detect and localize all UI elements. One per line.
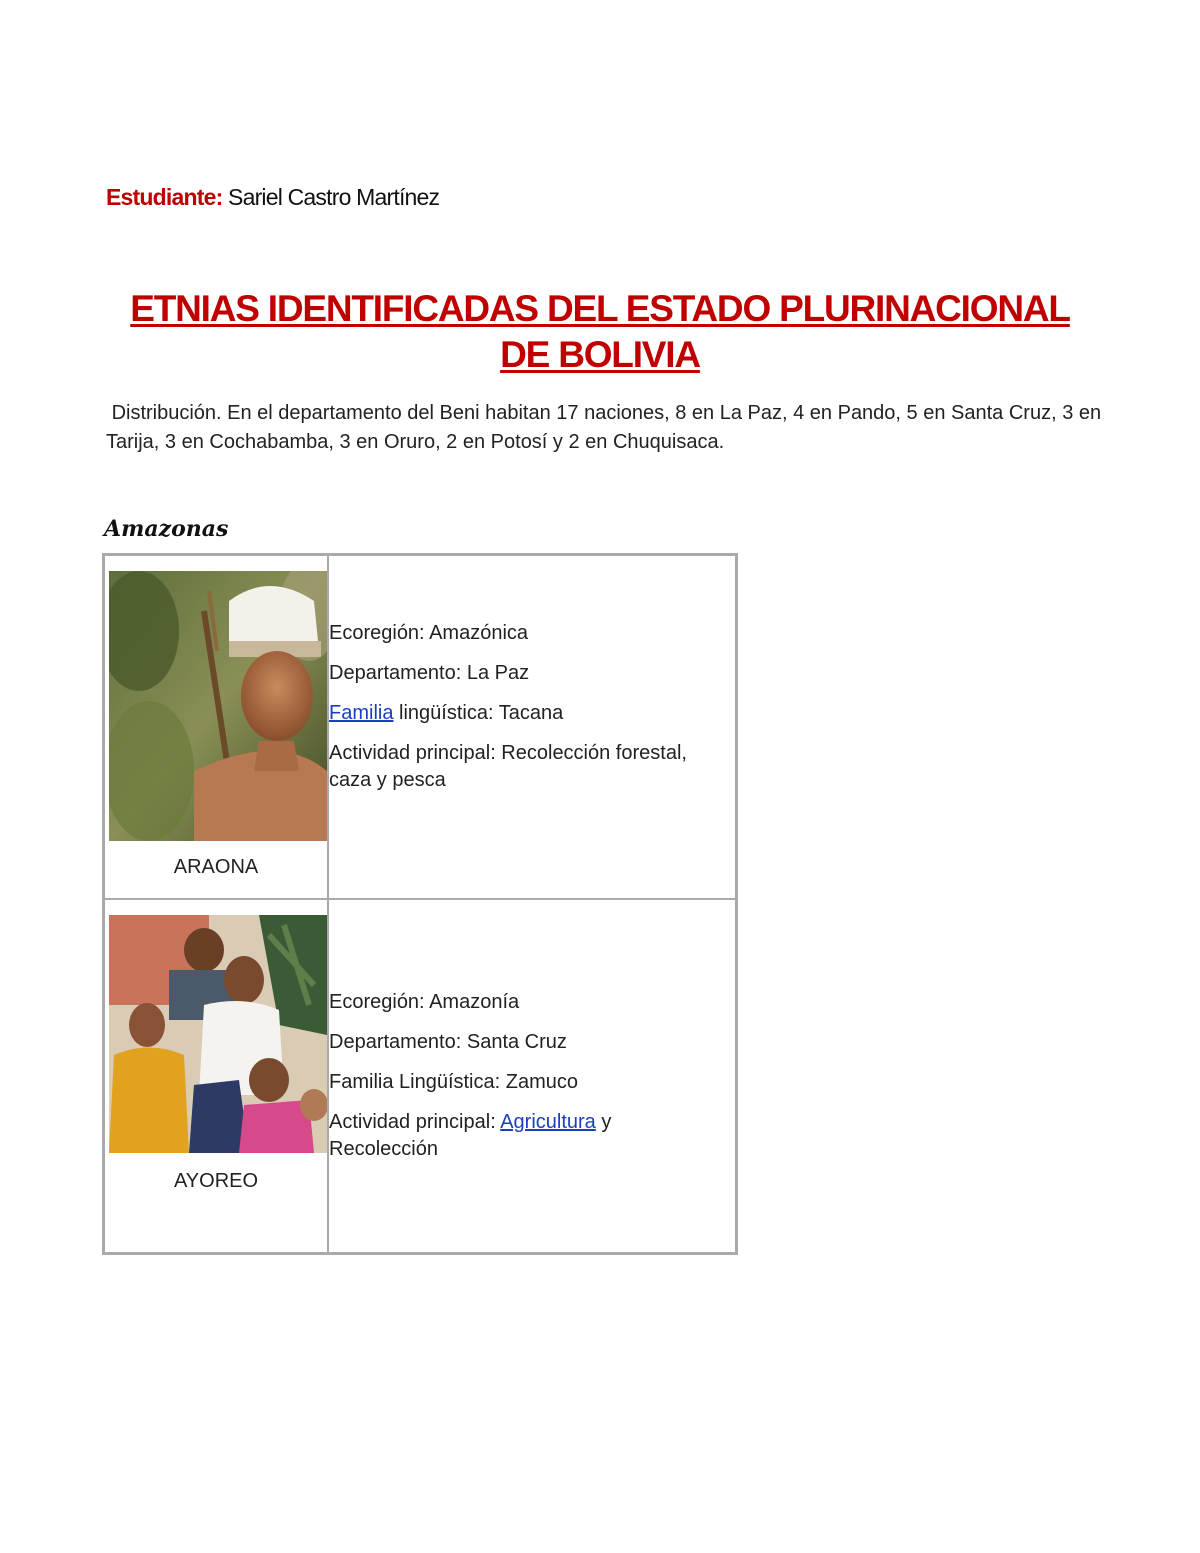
araona-family xyxy=(329,700,735,727)
ayoreo-activity-suffix: y Recolección xyxy=(329,1110,612,1160)
section-heading: Amazonas xyxy=(104,516,229,542)
distribution-text: Distribución. En el departamento del Beni habitan 17 naciones, 8 en La Paz, 4 en Pando, 5 en Santa Cruz, 3 en Tarija, 3 en Cochabamba, 3 en Oruro, 2 en Potosí y 2 en Chuquisaca. xyxy=(106,402,1102,453)
student-name: Sariel Castro Martínez xyxy=(228,184,440,210)
ayoreo-ecoregion: Ecoregión: Amazonía xyxy=(329,990,520,1013)
distribution-paragraph xyxy=(106,399,1106,457)
group-name-ayoreo: AYOREO xyxy=(173,1169,259,1192)
title-line-2: DE BOLIVIA xyxy=(500,334,700,375)
agricultura-link[interactable]: Agricultura xyxy=(500,1110,596,1133)
ayoreo-info xyxy=(329,989,735,1163)
araona-info xyxy=(329,620,735,794)
familia-link[interactable]: Familia xyxy=(329,702,394,724)
araona-ecoregion: Ecoregión: Amazónica xyxy=(329,622,529,644)
ayoreo-department: Departamento: Santa Cruz xyxy=(329,1030,567,1053)
info-cell xyxy=(328,555,737,899)
araona-photo xyxy=(109,571,327,841)
ayoreo-photo xyxy=(109,915,327,1153)
table-row xyxy=(104,555,737,899)
page-title xyxy=(100,286,1100,378)
group-name-araona: ARAONA xyxy=(173,856,259,878)
ayoreo-activity-prefix: Actividad principal: xyxy=(329,1110,501,1133)
image-cell xyxy=(104,555,329,899)
table-row xyxy=(104,899,737,1254)
info-cell xyxy=(328,899,737,1254)
student-label: Estudiante: xyxy=(106,184,223,210)
ayoreo-activity xyxy=(329,1109,689,1163)
ethnic-groups-table xyxy=(102,553,738,1255)
araona-family-rest: lingüística: Tacana xyxy=(393,702,564,724)
title-line-1: ETNIAS IDENTIFICADAS DEL ESTADO PLURINACIONAL xyxy=(130,288,1070,329)
araona-department: Departamento: La Paz xyxy=(329,662,530,684)
araona-activity: Actividad principal: Recolección forestal, caza y pesca xyxy=(329,742,687,791)
image-cell xyxy=(104,899,329,1254)
ayoreo-family: Familia Lingüística: Zamuco xyxy=(329,1070,578,1093)
student-line xyxy=(106,184,439,211)
